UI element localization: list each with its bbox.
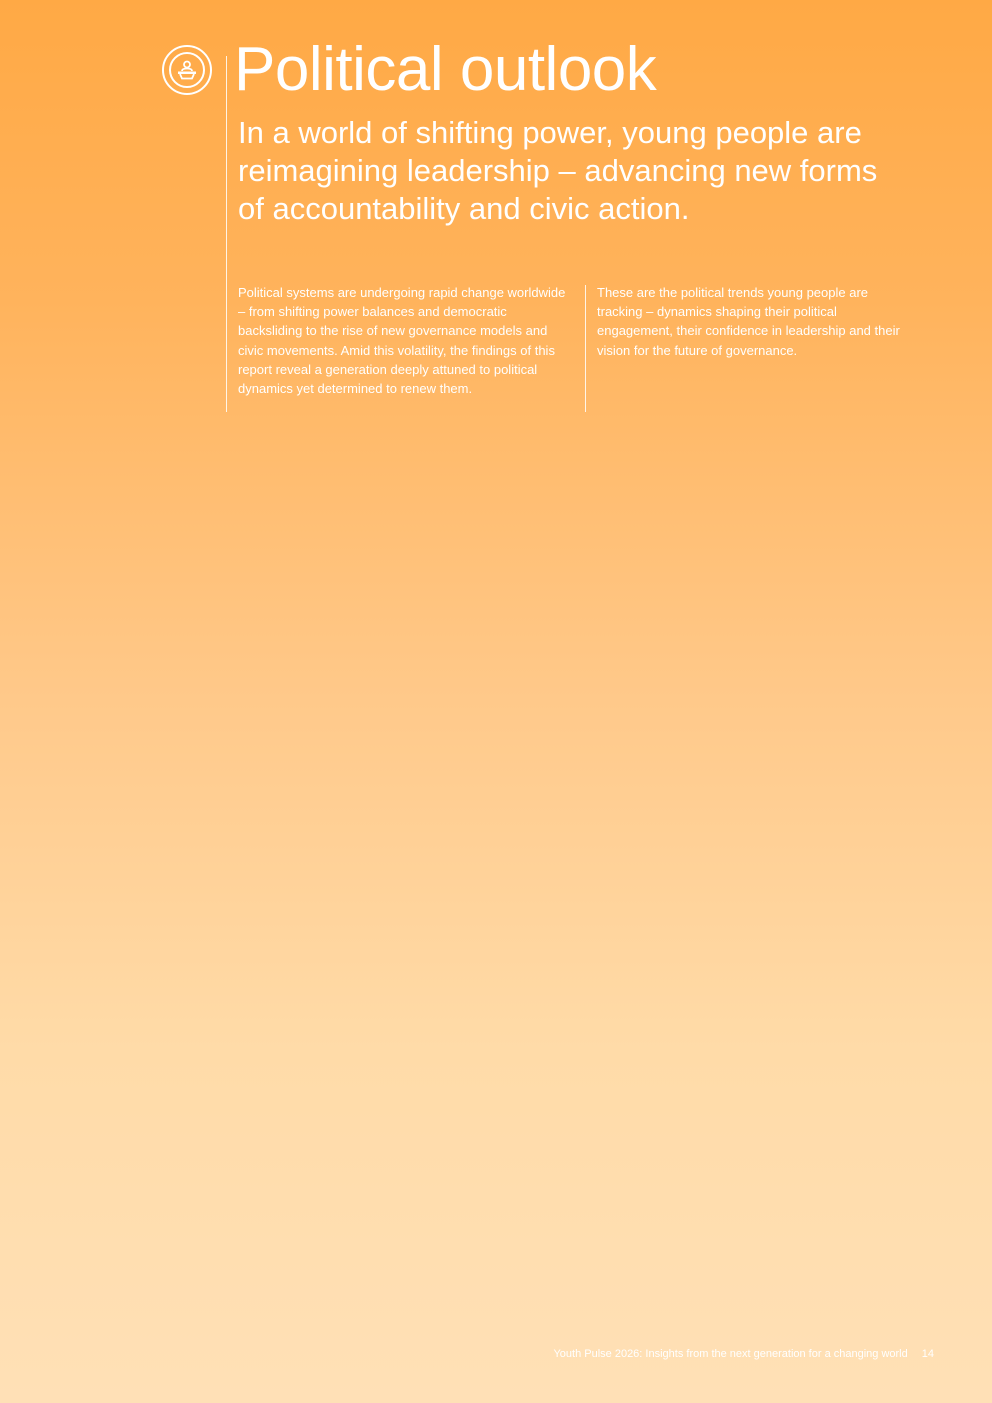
column-divider [585, 285, 586, 412]
podium-speaker-icon [162, 45, 212, 95]
page-subtitle: In a world of shifting power, young people are reimagining leadership – advancing new forms of accountability and civic action. [238, 115, 878, 226]
page-number: 14 [921, 1348, 934, 1360]
header-divider [226, 56, 227, 412]
podium-speaker-glyph [176, 60, 198, 80]
intro-paragraph-left: Political systems are undergoing rapid change worldwide – from shifting power balances and democratic backsliding to the rise of new governance models and civic movements. Amid this volatility, the findings of this report reveal a generation deeply attuned to political dynamics yet determined to renew them. [238, 285, 566, 397]
page-title: Political outlook [234, 35, 657, 104]
footer-publication-title: Youth Pulse 2026: Insights from the next generation for a changing world [553, 1348, 908, 1360]
intro-paragraph-right: These are the political trends young people are tracking – dynamics shaping their political engagement, their confidence in leadership and their vision for the future of governance. [597, 285, 900, 358]
page-footer [553, 1347, 934, 1361]
